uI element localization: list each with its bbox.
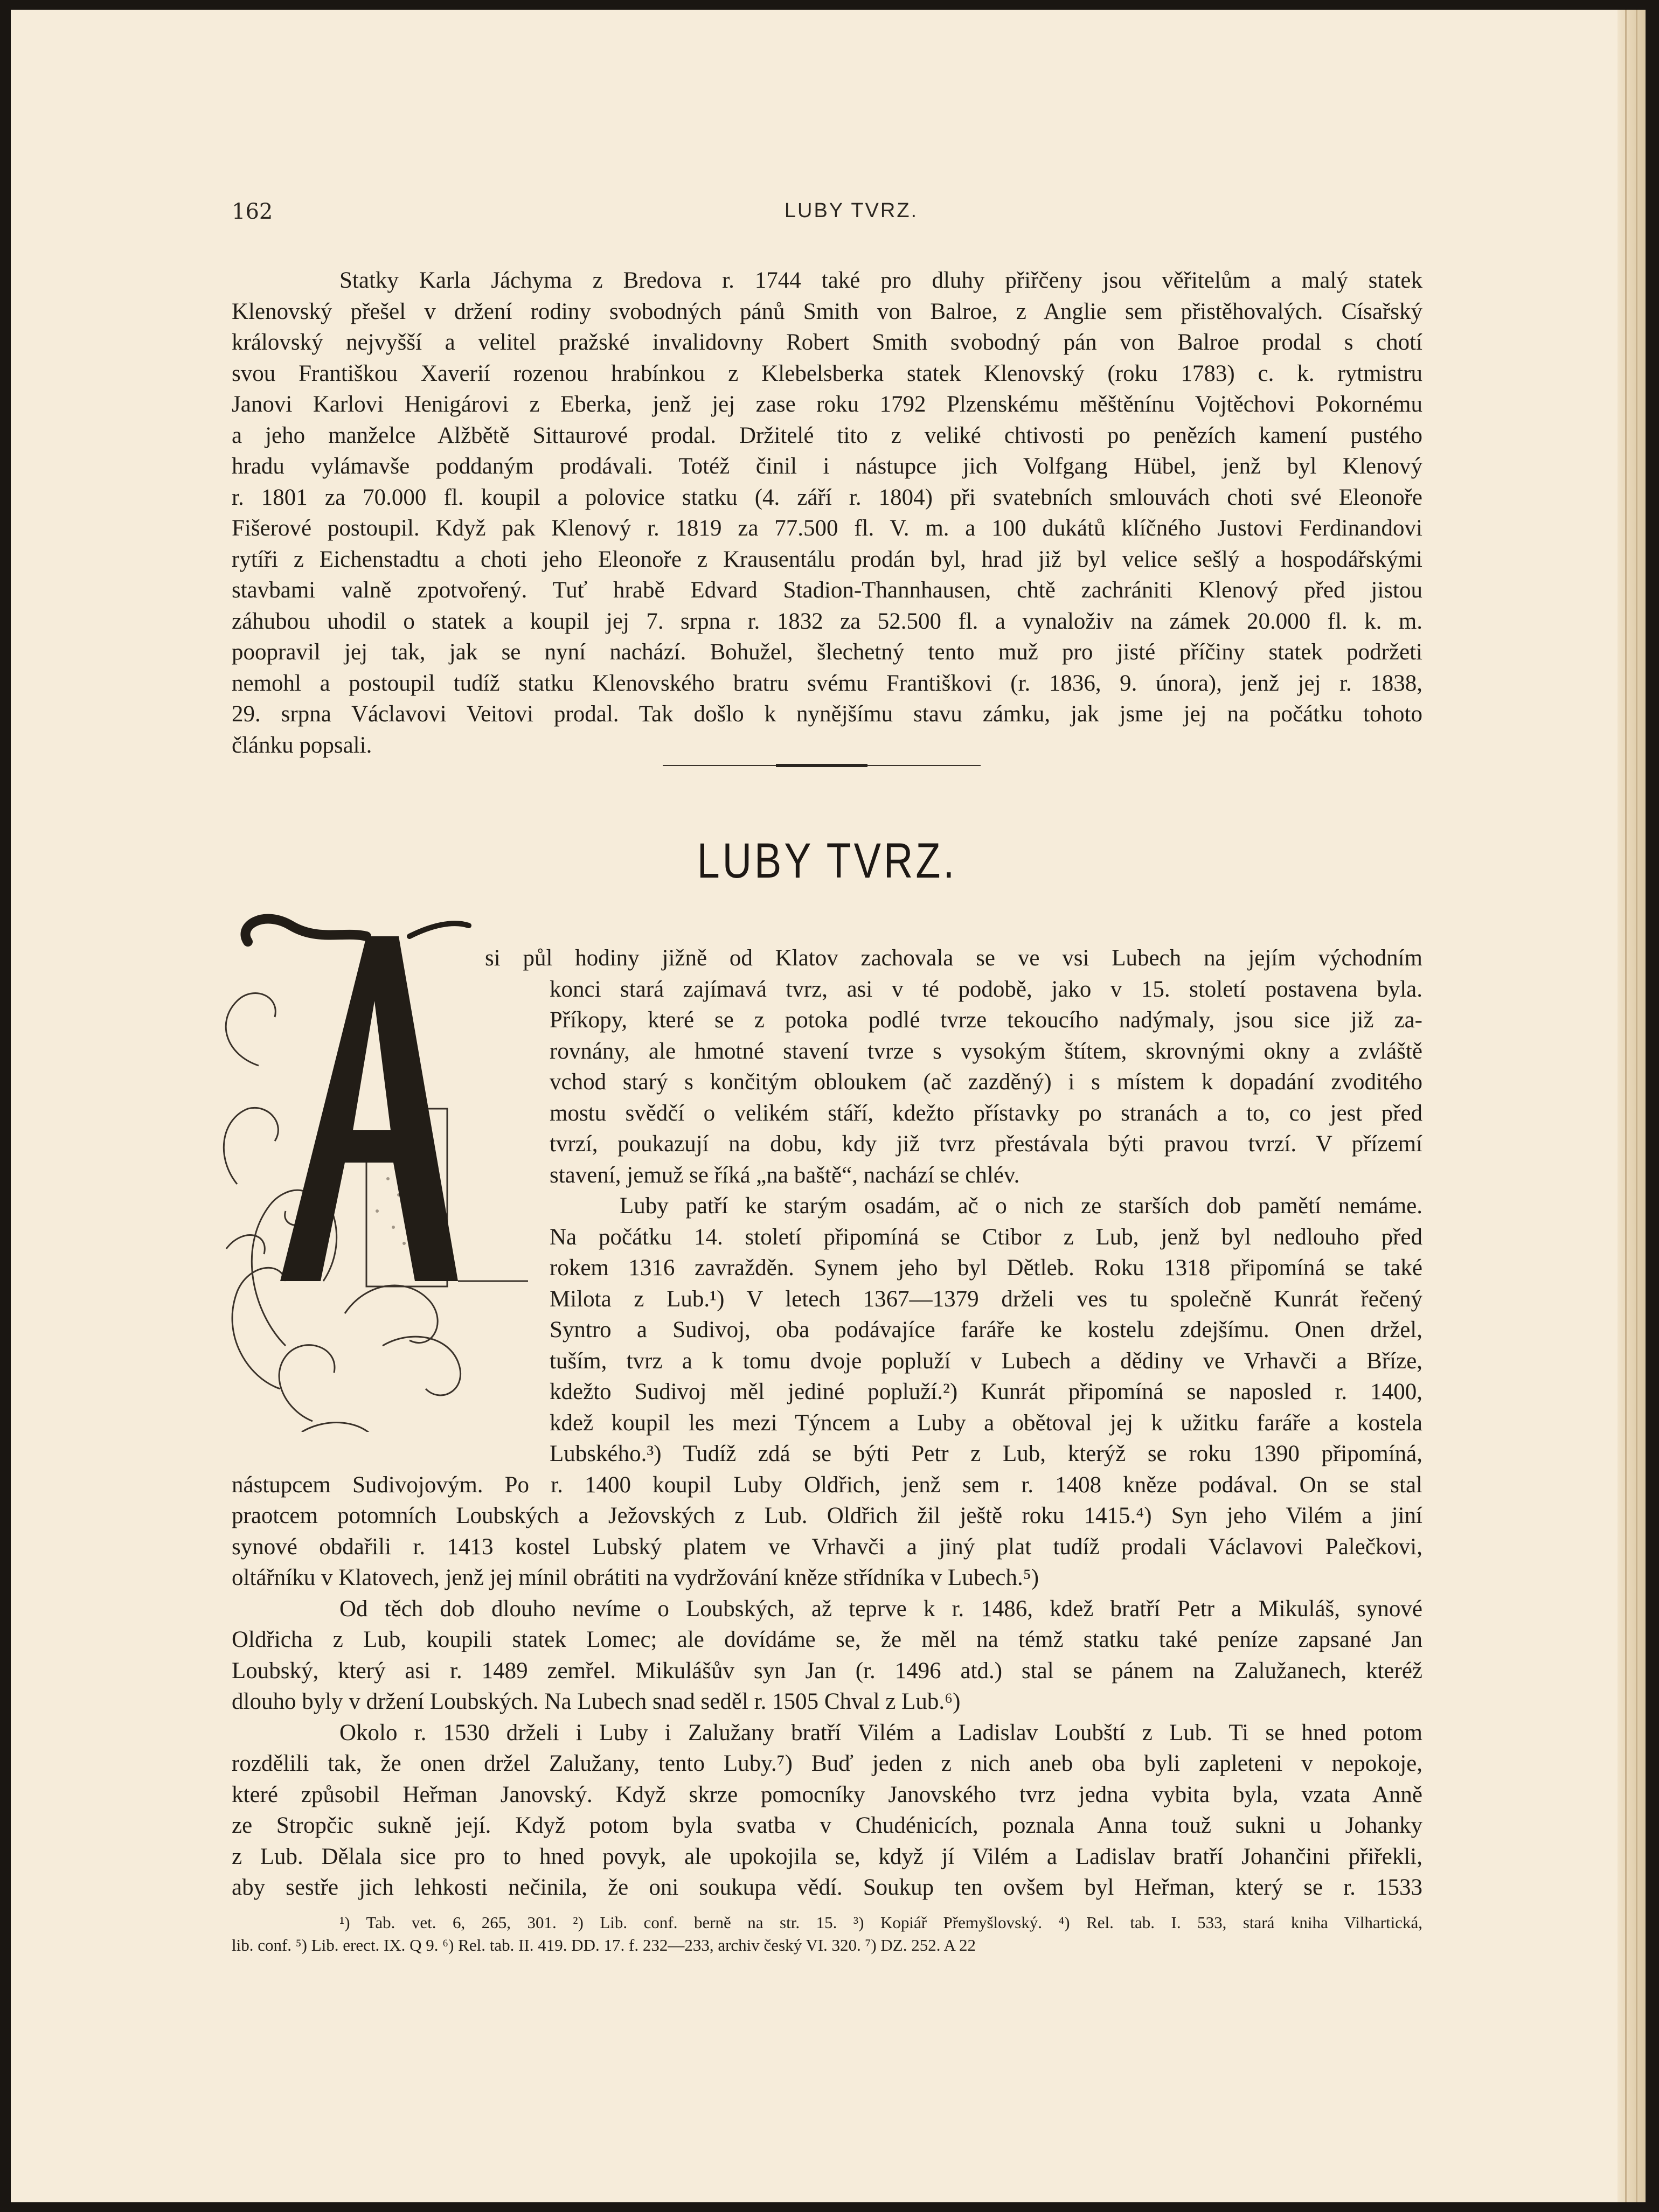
book-page bbox=[11, 10, 1646, 2202]
text-line: královský nejvyšší a velitel pražské invalidovny Robert Smith svobodný pán von Balroe prodal s chotí bbox=[232, 330, 1422, 355]
text-line: poopravil jej tak, jak se nyní nachází. Bohužel, šlechetný tento muž pro jisté příčiny statek podržeti bbox=[232, 639, 1422, 665]
text-line: tuším, tvrz a k tomu dvoje popluží v Lubech a dědiny ve Vrhavči a Bříze, bbox=[550, 1348, 1422, 1374]
text-line: si půl hodiny jižně od Klatov zachovala se ve vsi Lubech na jejím východním bbox=[485, 945, 1422, 971]
section-title: LUBY TVRZ. bbox=[697, 833, 957, 888]
text-line: aby sestře jich lehkosti nečinila, že oni soukupa vědí. Soukup ten ovšem byl Heřman, který se r. 1533 bbox=[232, 1875, 1422, 1900]
text-line: rokem 1316 zavražděn. Synem jeho byl Dětleb. Roku 1318 připomíná se také bbox=[550, 1255, 1422, 1281]
paragraph-klenovy bbox=[232, 265, 1422, 761]
text-line: které způsobil Heřman Janovský. Když skrze pomocníky Janovského tvrz jedna vybita byla, vzata Anně bbox=[232, 1782, 1422, 1807]
text-line: oltářníku v Klatovech, jenž jej mínil obrátiti na vydržování kněze střídníka v Lubech.⁵) bbox=[232, 1565, 1039, 1590]
text-line: praotcem potomních Loubských a Ježovských z Lub. Oldřich žil ještě roku 1415.⁴) Syn jeho Vilém a jiní bbox=[232, 1503, 1422, 1528]
running-title: LUBY TVRZ. bbox=[784, 199, 919, 222]
divider-thick-rule bbox=[776, 764, 867, 767]
paragraph-luby-tvrz bbox=[232, 943, 1422, 1903]
text-line: Luby patří ke starým osadám, ač o nich ze starších dob pamětí nemáme. bbox=[620, 1193, 1422, 1219]
text-line: Statky Karla Jáchyma z Bredova r. 1744 také pro dluhy přiřčeny jsou věřitelům a malý statek bbox=[339, 268, 1422, 293]
text-line: Od těch dob dlouho nevíme o Loubských, až teprve k r. 1486, kdež bratří Petr a Mikuláš, synové bbox=[339, 1596, 1422, 1622]
edge-line bbox=[1636, 10, 1637, 2202]
text-line: ze Stropčic sukně její. Když potom byla svatba v Chudénicích, poznala Anna touž sukni u Johanky bbox=[232, 1813, 1422, 1838]
text-line: synové obdařili r. 1413 kostel Lubský platem ve Vrhavči a jiný plat tudíž prodali Václavovi Palečkovi, bbox=[232, 1534, 1422, 1560]
page-edge bbox=[1618, 10, 1646, 2202]
text-line: Janovi Karlovi Henigárovi z Eberka, jenž jej zase roku 1792 Plzenskému měštěnínu Vojtěchovi Pokornému bbox=[232, 392, 1422, 417]
text-line: kdež koupil les mezi Týncem a Luby a obětoval jej k užitku faráře a kostela bbox=[550, 1410, 1422, 1436]
text-line: Oldřicha z Lub, koupili statek Lomec; ale dovídáme se, že měl na témž statku také peníze zapsané Jan bbox=[232, 1627, 1422, 1652]
text-line: Fišerové postoupil. Když pak Klenový r. 1819 za 77.500 fl. V. m. a 100 dukátů klíčného Justovi Ferdinandovi bbox=[232, 516, 1422, 541]
footnotes bbox=[232, 1911, 1422, 1957]
text-line: Loubský, který asi r. 1489 zemřel. Mikulášův syn Jan (r. 1496 atd.) stal se pánem na Zalužanech, kteréž bbox=[232, 1658, 1422, 1684]
text-line: rozdělili tak, že onen držel Zalužany, tento Luby.⁷) Buď jeden z nich aneb oba byli zapleteni v nepokoje, bbox=[232, 1751, 1422, 1776]
text-line: dlouho byly v držení Loubských. Na Lubech snad seděl r. 1505 Chval z Lub.⁶) bbox=[232, 1689, 961, 1714]
text-line: nástupcem Sudivojovým. Po r. 1400 koupil Luby Oldřich, jenž sem r. 1408 kněze podával. On se stal bbox=[232, 1472, 1422, 1498]
text-line: rovnány, ale hmotné stavení tvrze s vysokým štítem, skrovnými okny a zvláště bbox=[550, 1038, 1422, 1064]
footnote-line: ¹) Tab. vet. 6, 265, 301. ²) Lib. conf. berně na str. 15. ³) Kopiář Přemyšlovský. ⁴) Rel. tab. I. 533, stará kniha Vilhartická, bbox=[339, 1913, 1422, 1932]
text-line: a jeho manželce Alžbětě Sittaurové prodal. Držitelé tito z veliké chtivosti po penězích kamení pustého bbox=[232, 422, 1422, 448]
text-line: stavbami valně zpotvořený. Tuť hrabě Edvard Stadion-Thannhausen, chtě zachrániti Klenový před jistou bbox=[232, 578, 1422, 603]
text-line: stavení, jemuž se říká „na baště“, nachází se chlév. bbox=[550, 1162, 1020, 1188]
text-line: Příkopy, které se z potoka podlé tvrze tekoucího nadýmaly, jsou sice již za- bbox=[550, 1007, 1422, 1033]
text-line: tvrzí, poukazují na dobu, kdy již tvrz přestávala býti pravou tvrzí. V přízemí bbox=[550, 1131, 1422, 1157]
text-line: Na počátku 14. století připomíná se Ctibor z Lub, jenž byl nedlouho před bbox=[550, 1224, 1422, 1250]
text-line: svou Františkou Xaverií rozenou hrabínkou z Klebelsberka statek Klenovský (roku 1783) c. k. rytmistru bbox=[232, 360, 1422, 386]
text-line: 29. srpna Václavovi Veitovi prodal. Tak došlo k nynějšímu stavu zámku, jak jsme jej na počátku tohoto bbox=[232, 701, 1422, 727]
text-line: hradu vylámavše poddaným prodávali. Totéž činil i nástupce jich Volfgang Hübel, jenž byl Klenový bbox=[232, 454, 1422, 479]
text-line: vchod starý s končitým obloukem (ač zazděný) i s místem k dopadání zvoditého bbox=[550, 1069, 1422, 1095]
text-line: konci stará zajímavá tvrz, asi v té podobě, jako v 15. století postavena byla. bbox=[550, 976, 1422, 1002]
text-line: Syntro a Sudivoj, oba podávajíce faráře ke kostelu zdejšímu. Onen držel, bbox=[550, 1317, 1422, 1342]
text-line: Milota z Lub.¹) V letech 1367—1379 drželi ves tu společně Kunrát řečený bbox=[550, 1286, 1422, 1312]
text-line: Lubského.³) Tudíž zdá se býti Petr z Lub, kterýž se roku 1390 připomíná, bbox=[550, 1441, 1422, 1466]
text-line: záhubou uhodil o statek a koupil jej 7. srpna r. 1832 za 52.500 fl. a vynaloživ na zámek 20.000 fl. k. m. bbox=[232, 608, 1422, 634]
text-line: článku popsali. bbox=[232, 732, 372, 758]
text-line: mostu svědčí o velikém stáří, kdežto přístavky po stranách a to, co jest před bbox=[550, 1100, 1422, 1126]
text-line: Klenovský přešel v držení rodiny svobodných pánů Smith von Balroe, z Anglie sem přistěhovalých. Císařský bbox=[232, 298, 1422, 324]
section-divider bbox=[663, 764, 981, 767]
running-head bbox=[232, 199, 1471, 237]
text-line: r. 1801 za 70.000 fl. koupil a polovice statku (4. září r. 1804) při svatebních smlouvách choti své Eleonoře bbox=[232, 484, 1422, 510]
text-line: nemohl a postoupil tudíž statku Klenovského bratru svému Františkovi (r. 1836, 9. února), jenž jej r. 1838, bbox=[232, 670, 1422, 696]
page-number: 162 bbox=[232, 199, 273, 224]
text-line: rytíři z Eichenstadtu a choti jeho Eleonoře z Krausentálu prodán byl, hrad již byl velice sešlý a hospodářskými bbox=[232, 546, 1422, 572]
edge-line bbox=[1625, 10, 1627, 2202]
footnote-line: lib. conf. ⁵) Lib. erect. IX. Q 9. ⁶) Rel. tab. II. 419. DD. 17. f. 232—233, archiv český VI. 320. ⁷) DZ. 252. A 22 bbox=[232, 1936, 976, 1954]
text-line: kdežto Sudivoj měl jediné popluží.²) Kunrát připomíná se naposled r. 1400, bbox=[550, 1379, 1422, 1404]
text-line: Okolo r. 1530 drželi i Luby i Zalužany bratří Vilém a Ladislav Loubští z Lub. Ti se hned potom bbox=[339, 1720, 1422, 1745]
text-line: z Lub. Dělala sice pro to hned povyk, ale upokojila se, když jí Vilém a Ladislav bratří Johančini přiřekli, bbox=[232, 1844, 1422, 1869]
